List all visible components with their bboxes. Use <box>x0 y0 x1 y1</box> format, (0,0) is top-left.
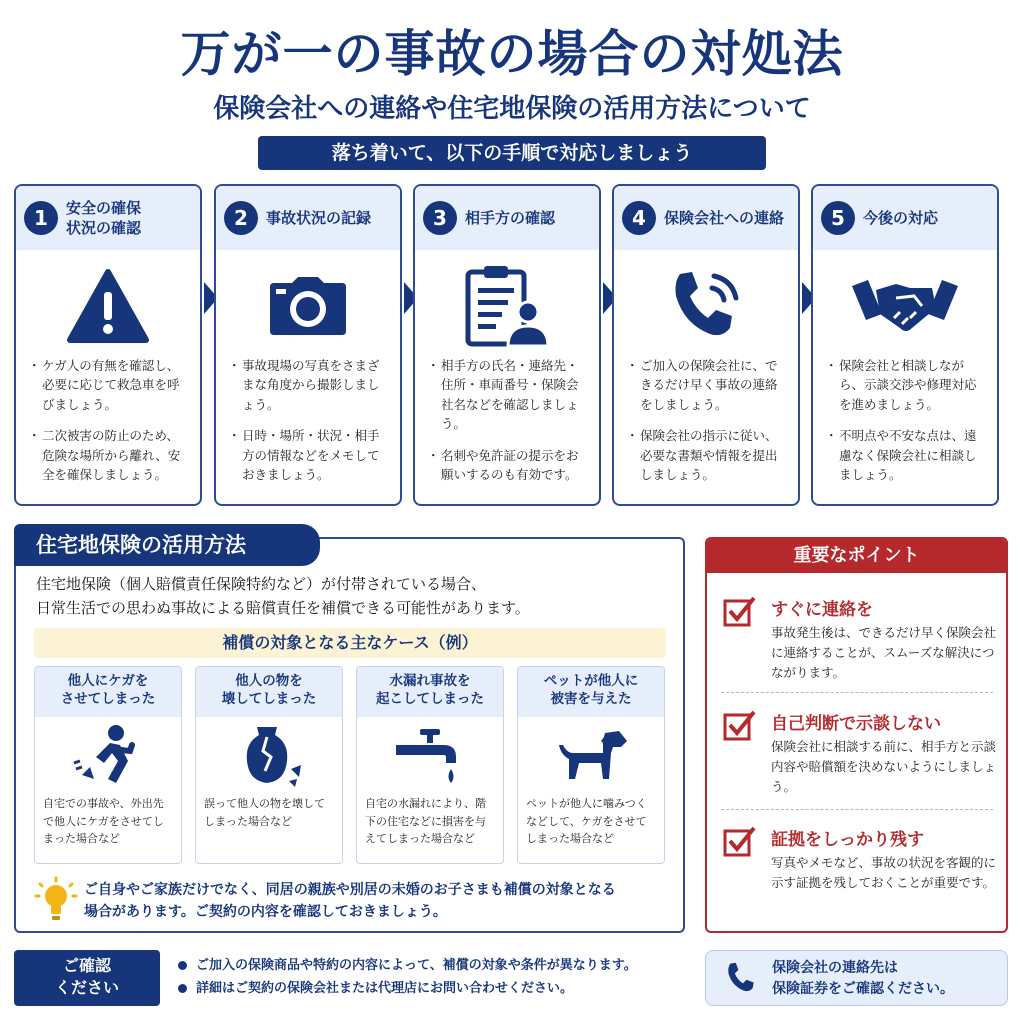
handshake-icon <box>813 256 997 356</box>
step-text-2: ・ 日時・場所・状況・相手方の情報などをメモしておきましょう。 <box>230 426 390 484</box>
important-item-title: 証拠をしっかり残す <box>771 830 924 850</box>
step-text-1: ・ 相手方の氏名・連絡先・住所・車両番号・保険会社名などを確認しましょう。 <box>429 356 589 434</box>
step-card-2 <box>214 184 402 506</box>
important-item-title: すぐに連絡を <box>771 600 873 620</box>
important-item-title: 自己判断で示談しない <box>771 714 941 734</box>
step-text-1: ・ 保険会社と相談しながら、示談交渉や修理対応を進めましょう。 <box>827 356 987 414</box>
falling-person-icon <box>35 717 181 795</box>
case-title: 他人の物を 壊してしまった <box>196 667 342 717</box>
step-title: 事故状況の記録 <box>266 208 372 227</box>
page-subtitle: 保険会社への連絡や住宅地保険の活用方法について <box>213 94 811 124</box>
footer-note-2: 詳細はご契約の保険会社または代理店にお問い合わせください。 <box>176 977 696 1000</box>
step-title: 今後の対応 <box>863 208 939 227</box>
step-card-1 <box>14 184 202 506</box>
footer-notes <box>176 954 696 1001</box>
step-number: 3 <box>423 201 457 235</box>
case-text: 誤って他人の物を壊してしまった場合など <box>204 797 325 828</box>
confirm-badge: ご確認 ください <box>14 950 160 1006</box>
step-title: 保険会社への連絡 <box>664 208 785 227</box>
page-title: 万が一の事故の場合の対処法 <box>180 25 844 83</box>
checkbox-icon <box>723 595 757 631</box>
case-card-broken <box>195 666 343 864</box>
insurance-intro: 住宅地保険（個人賠償責任保険特約など）が付帯されている場合、 日常生活での思わぬ事故による賠償責任を補償できる可能性があります。 <box>36 575 530 617</box>
cases-header: 補償の対象となる主なケース（例） <box>34 628 666 658</box>
step-card-3 <box>413 184 601 506</box>
case-text: 自宅の水漏れにより、階下の住宅などに損害を与えてしまった場合など <box>365 797 486 846</box>
step-text-2: ・ 名刺や免許証の提示をお願いするのも有効です。 <box>429 446 589 485</box>
divider <box>721 809 993 810</box>
case-card-water-leak <box>356 666 504 864</box>
dog-icon <box>518 717 664 795</box>
step-card-5 <box>811 184 999 506</box>
important-item-text: 写真やメモなど、事故の状況を客観的に示す証拠を残しておくことが重要です。 <box>771 855 997 890</box>
contact-text: 保険会社の連絡先は 保険証券をご確認ください。 <box>772 960 954 997</box>
steps-banner: 落ち着いて、以下の手順で対応しましょう <box>258 136 766 170</box>
step-text-2: ・ 不明点や不安な点は、遠慮なく保険会社に相談しましょう。 <box>827 426 987 484</box>
insurance-tip: ご自身やご家族だけでなく、同居の親族や別居の未婚のお子さまも補償の対象となる 場合があります。ご契約の内容を確認しておきましょう。 <box>84 882 616 920</box>
step-card-4 <box>612 184 800 506</box>
footer-note-1: ご加入の保険商品や特約の内容によって、補償の対象や条件が異なります。 <box>176 954 696 977</box>
important-item-text: 事故発生後は、できるだけ早く保険会社に連絡することが、スムーズな解決につながります。 <box>771 625 997 680</box>
broken-vase-icon <box>196 717 342 795</box>
checkbox-icon <box>723 825 757 861</box>
step-title: 安全の確保 状況の確認 <box>66 198 142 237</box>
lightbulb-icon <box>34 876 78 928</box>
step-number: 4 <box>622 201 656 235</box>
step-text-1: ・ ご加入の保険会社に、できるだけ早く事故の連絡をしましょう。 <box>628 356 788 414</box>
step-text-2: ・ 保険会社の指示に従い、必要な書類や情報を提出しましょう。 <box>628 426 788 484</box>
step-title: 相手方の確認 <box>465 208 556 227</box>
case-title: ペットが他人に 被害を与えた <box>518 667 664 717</box>
phone-icon <box>724 960 760 1000</box>
divider <box>721 692 993 693</box>
case-text: ペットが他人に噛みつくなどして、ケガをさせてしまった場合など <box>526 797 647 846</box>
step-number: 1 <box>24 201 58 235</box>
step-text-2: ・ 二次被害の防止のため、危険な場所から離れ、安全を確保しましょう。 <box>30 426 190 484</box>
phone-icon <box>614 256 798 356</box>
case-title: 他人にケガを させてしまった <box>35 667 181 717</box>
camera-icon <box>216 256 400 356</box>
step-number: 5 <box>821 201 855 235</box>
case-title: 水漏れ事故を 起こしてしまった <box>357 667 503 717</box>
step-number: 2 <box>224 201 258 235</box>
contact-box <box>705 950 1008 1006</box>
important-title: 重要なポイント <box>707 539 1006 573</box>
checkbox-icon <box>723 709 757 745</box>
step-text-1: ・ 事故現場の写真をさまざまな角度から撮影しましょう。 <box>230 356 390 414</box>
faucet-icon <box>357 717 503 795</box>
case-card-pet <box>517 666 665 864</box>
warning-icon <box>16 256 200 356</box>
case-card-injury <box>34 666 182 864</box>
insurance-title: 住宅地保険の活用方法 <box>14 524 320 566</box>
important-item-text: 保険会社に相談する前に、相手方と示談内容や賠償額を決めないようにしましょう。 <box>771 739 997 794</box>
important-points <box>705 537 1008 933</box>
step-text-1: ・ ケガ人の有無を確認し、必要に応じて救急車を呼びましょう。 <box>30 356 190 414</box>
clipboard-person-icon <box>415 256 599 356</box>
case-text: 自宅での事故や、外出先で他人にケガをさせてしまった場合など <box>43 797 164 846</box>
